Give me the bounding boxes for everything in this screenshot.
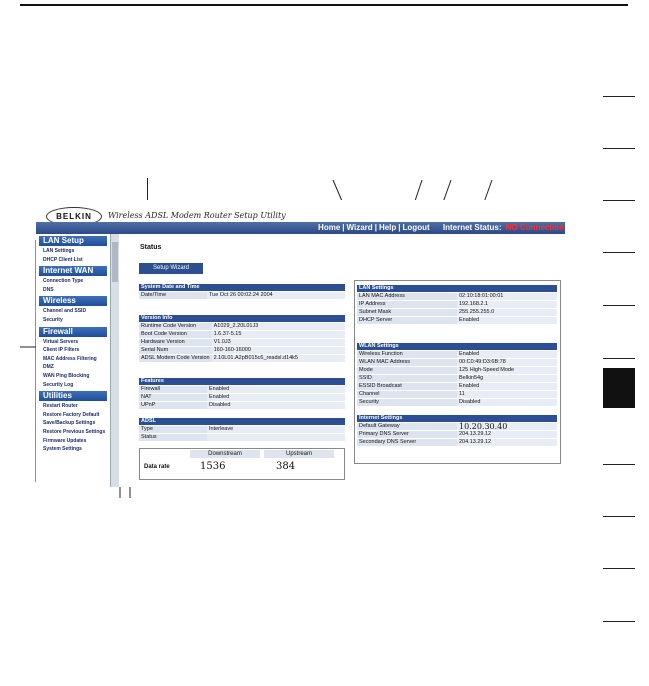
- system-date-table: [139, 284, 345, 300]
- lan-settings-table: [357, 285, 557, 325]
- table-row: [357, 439, 557, 447]
- row-value: 255.255.255.0: [457, 309, 557, 317]
- sidebar-section-heading: Firewall: [39, 327, 107, 337]
- data-rate-box: [139, 448, 345, 480]
- belkin-logo: BELKIN: [46, 207, 102, 226]
- internet-status-value: NO Connection: [505, 223, 564, 232]
- table-row: [139, 402, 345, 410]
- table-row: [357, 367, 557, 375]
- sidebar-scrollbar[interactable]: [111, 234, 119, 487]
- sidebar-link[interactable]: DNS: [43, 286, 54, 293]
- sidebar-section-heading: Utilities: [39, 391, 107, 401]
- row-value: Belkin54g: [457, 375, 557, 383]
- row-label: WLAN MAC Address: [357, 359, 457, 367]
- row-value: Disabled: [207, 402, 345, 410]
- table-row: [357, 391, 557, 399]
- sidebar-link[interactable]: MAC Address Filtering: [43, 355, 97, 362]
- table-row: [357, 317, 557, 325]
- row-label: Serial Num: [139, 347, 212, 355]
- table-row: [139, 426, 345, 434]
- table-row: [357, 423, 557, 431]
- table-row: [139, 339, 345, 347]
- row-value: 11: [457, 391, 557, 399]
- row-value: 160-160-16000: [212, 347, 345, 355]
- row-value: 125 High-Speed Mode: [457, 367, 557, 375]
- nav-help-link[interactable]: Help: [378, 223, 397, 232]
- right-status-column: [354, 280, 561, 464]
- internet-settings-table: [357, 415, 557, 447]
- row-value: Disabled: [457, 399, 557, 407]
- nav-home-link[interactable]: Home: [318, 223, 341, 232]
- row-label: Primary DNS Server: [357, 431, 457, 439]
- sidebar-link[interactable]: Connection Type: [43, 278, 84, 285]
- sidebar-link[interactable]: Virtual Servers: [43, 338, 79, 345]
- section-header: LAN Settings: [357, 285, 557, 293]
- row-label: Secondary DNS Server: [357, 439, 457, 447]
- row-value: Enabled: [457, 383, 557, 391]
- row-value: 02:10:18:01:00:01: [457, 293, 557, 301]
- sidebar-section-heading: Wireless: [39, 296, 107, 306]
- row-value: 00:C0:49:D3:6B:78: [457, 359, 557, 367]
- table-row: [357, 309, 557, 317]
- row-value: 1.6.37-5.15: [212, 331, 345, 339]
- nav-wizard-link[interactable]: Wizard: [346, 223, 373, 232]
- nav-separator: |: [374, 223, 377, 232]
- nav-separator: |: [342, 223, 345, 232]
- row-label: SSID: [357, 375, 457, 383]
- setup-wizard-button[interactable]: Setup Wizard: [139, 263, 203, 274]
- row-value: Enabled: [207, 386, 345, 394]
- table-row: [139, 355, 345, 363]
- row-value: Interleave: [207, 426, 345, 434]
- sidebar-link[interactable]: Restore Factory Default: [43, 411, 100, 418]
- downstream-header: Downstream: [190, 450, 260, 458]
- sidebar-link[interactable]: DMZ: [43, 364, 54, 371]
- row-value: V1.0J3: [212, 339, 345, 347]
- version-info-table: [139, 315, 345, 363]
- table-row: [139, 347, 345, 355]
- sidebar-link[interactable]: Client IP Filters: [43, 347, 80, 354]
- table-row: [139, 331, 345, 339]
- sidebar-link[interactable]: System Settings: [43, 446, 82, 453]
- sidebar-section-heading: LAN Setup: [39, 236, 107, 246]
- left-status-column: [139, 280, 345, 486]
- row-label: Type: [139, 426, 207, 434]
- row-label: Hardware Version: [139, 339, 212, 347]
- row-label: Subnet Mask: [357, 309, 457, 317]
- row-label: ADSL Modem Code Version: [141, 355, 210, 361]
- sidebar-section-heading: Internet WAN: [39, 266, 107, 276]
- section-header: Internet Settings: [357, 415, 557, 423]
- upstream-header: Upstream: [264, 450, 334, 458]
- row-label: Firewall: [139, 386, 207, 394]
- row-label: IP Address: [357, 301, 457, 309]
- section-header: Version Info: [139, 315, 345, 323]
- row-value: Tue Oct 26 00:02:24 2004: [207, 292, 345, 300]
- row-value: Enabled: [207, 394, 345, 402]
- row-value: 2.10L01.A2pB015c6_readsl.d14k5: [212, 355, 345, 363]
- section-header: Features: [139, 378, 345, 386]
- row-value: 204.13.29.12: [457, 439, 557, 447]
- row-value: 204.13.29.12: [457, 431, 557, 439]
- row-label: NAT: [139, 394, 207, 402]
- row-label: Channel: [357, 391, 457, 399]
- sidebar-link[interactable]: Restore Previous Settings: [43, 428, 106, 435]
- page-title: Status: [140, 244, 162, 251]
- table-row: [357, 293, 557, 301]
- table-row: [139, 394, 345, 402]
- row-label: LAN MAC Address: [357, 293, 457, 301]
- wlan-settings-table: [357, 343, 557, 407]
- row-label: DHCP Server: [357, 317, 457, 325]
- sidebar-link[interactable]: WAN Ping Blocking: [43, 372, 90, 379]
- row-value: A1029_2.20L01J3: [212, 323, 345, 331]
- section-header: WLAN Settings: [357, 343, 557, 351]
- internet-status-label: Internet Status:: [442, 223, 502, 232]
- table-row: [139, 323, 345, 331]
- row-label: Date/Time: [139, 292, 207, 300]
- row-value: Enabled: [457, 317, 557, 325]
- sidebar-link[interactable]: LAN Settings: [43, 248, 75, 254]
- table-row: [357, 301, 557, 309]
- row-label: Mode: [357, 367, 457, 375]
- table-row: [357, 431, 557, 439]
- main-panel: [120, 234, 565, 487]
- table-row: [139, 386, 345, 394]
- sidebar-link[interactable]: Security: [43, 316, 63, 323]
- sidebar-link[interactable]: Channel and SSID: [43, 308, 87, 315]
- row-label: UPnP: [139, 402, 207, 410]
- row-label: ESSID Broadcast: [357, 383, 457, 391]
- upstream-value: 384: [276, 461, 296, 472]
- sidebar-menu: [36, 234, 111, 487]
- row-label: Security: [357, 399, 457, 407]
- row-value: [207, 434, 345, 442]
- table-row: [139, 292, 345, 300]
- router-ui-screenshot: [36, 200, 565, 487]
- row-label: Boot Code Version: [139, 331, 212, 339]
- data-rate-label: Data rate: [144, 464, 170, 470]
- nav-logout-link[interactable]: Logout: [402, 223, 430, 232]
- sidebar-link[interactable]: Firmware Updates: [43, 437, 87, 444]
- table-row: [139, 434, 345, 442]
- adsl-table: [139, 418, 345, 442]
- row-label: Status: [139, 434, 207, 442]
- sidebar-link[interactable]: Restart Router: [43, 403, 78, 410]
- section-header: ADSL: [139, 418, 345, 426]
- section-header: System Date and Time: [139, 284, 345, 292]
- table-row: [357, 399, 557, 407]
- nav-links: [317, 222, 565, 234]
- table-row: [357, 375, 557, 383]
- row-value: 192.168.2.1: [457, 301, 557, 309]
- nav-separator: |: [398, 223, 401, 232]
- row-label: Wireless Function: [357, 351, 457, 359]
- sidebar-link[interactable]: DHCP Client List: [43, 256, 83, 263]
- table-row: [357, 383, 557, 391]
- sidebar-link[interactable]: Security Log: [43, 381, 74, 388]
- scrollbar-thumb[interactable]: [112, 242, 118, 282]
- sidebar-link[interactable]: Save/Backup Settings: [43, 420, 96, 427]
- downstream-value: 1536: [200, 461, 226, 472]
- table-row: [357, 359, 557, 367]
- row-value: Enabled: [457, 351, 557, 359]
- row-label: Default Gateway: [357, 423, 457, 431]
- utility-tagline: Wireless ADSL Modem Router Setup Utility: [108, 211, 286, 220]
- row-label: Runtime Code Version: [139, 323, 212, 331]
- row-value: 10.20.30.40: [457, 423, 557, 431]
- table-row: [357, 351, 557, 359]
- features-table: [139, 378, 345, 410]
